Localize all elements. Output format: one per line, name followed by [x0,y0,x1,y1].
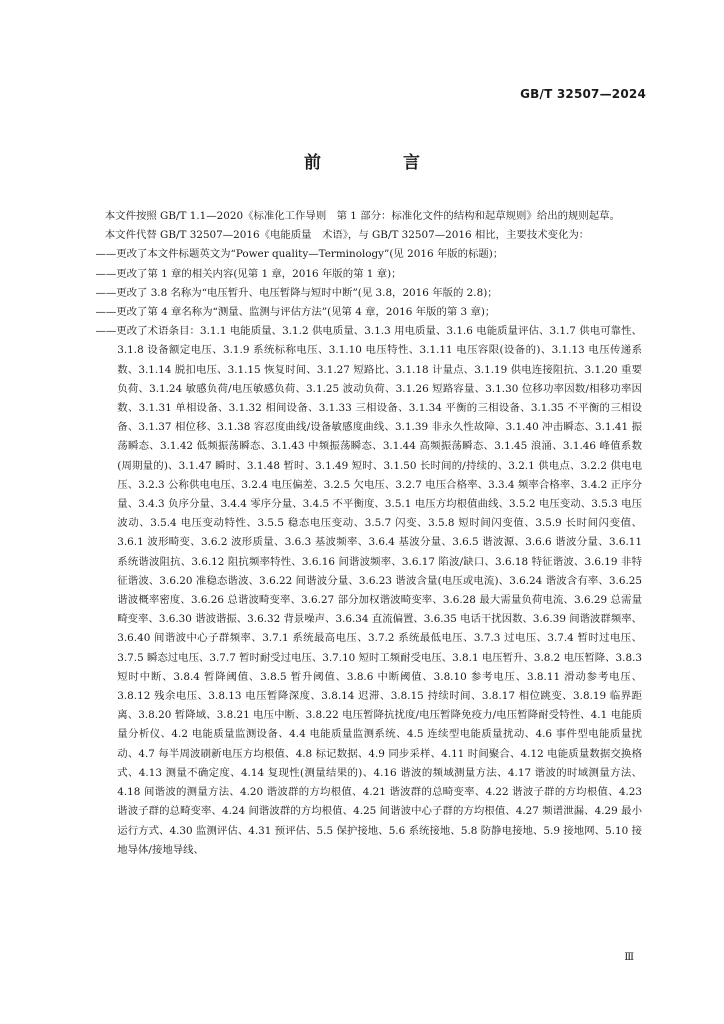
paragraph-replacement: 本文件代替 GB/T 32507—2016《电能质量 术语》，与 GB/T 32507—2016 相比，主要技术变化为： [104,229,590,242]
paragraph-drafting-rules: 本文件按照 GB/T 1.1—2020《标准化工作导则 第 1 部分：标准化文件的结构和起草规则》给出的规则起草。 [104,210,620,222]
foreword-body [84,207,642,860]
standard-number: GB/T 32507—2024 [520,87,646,101]
change-item: ——更改了本文件标题英文为“Power quality—Terminology”(见 2016 年版的标题)； [95,248,504,261]
change-item: ——更改了第 1 章的相关内容(见第 1 章，2016 年版的第 1 章)； [95,267,402,280]
change-item: ——更改了第 4 章名称为“测量、监测与评估方法”(见第 4 章，2016 年版的第 3 章)； [95,306,496,319]
change-item: ——更改了 3.8 名称为“电压暂升、电压暂降与短时中断”(见 3.8，2016 年版的 2.8)； [95,286,498,299]
page-title: 前 言 [304,153,458,173]
change-item-terms: ——更改了术语条目：3.1.1 电能质量、3.1.2 供电质量、3.1.3 用电质量、3.1.6 电能质量评估、3.1.7 供电可靠性、3.1.8 设备额定电压、3.1.9 系统标称电压、3.1.10 电压特性、3.1.11 电压容限(设备的)、3.1.13 电压传递系数、3.1.14 脱扣电压、3.1.15 恢复时间、3.1.27 短路比、3.1.18 计量点、3.1.19 供电连接阻抗、3.1.20 重要负荷、3.1.24 敏感负荷/电压敏感负荷、3.1.25 波动负荷、3.1.26 短路容量、3.1.30 位移功率因数/相移功率因数、3.1.31 单相设备、3.1.32 相间设备、3.1.33 三相设备、3.1.34 平衡的三相设备、3.1.35 不平衡的三相设备、3.1.37 相位移、3.1.38 容忍度曲线/设备敏感度曲线、3.1.39 非永久性故障、3.1.40 冲击瞬态、3.1.41 振荡瞬态、3.1.42 低频振荡瞬态、3.1.43 中频振荡瞬态、3.1.44 高频振荡瞬态、3.1.45 浪涌、3.1.46 峰值系数(周期量的)、3.1.47 瞬时、3.1.48 暂时、3.1.49 短时、3.1.50 长时间的/持续的、3.2.1 供电点、3.2.2 供电电压、3.2.3 公称供电电压、3.2.4 电压偏差、3.2.5 欠电压、3.2.7 电压合格率、3.3.4 频率合格率、3.4.2 正序分量、3.4.3 负序分量、3.4.4 零序分量、3.4.5 不平衡度、3.5.1 电压方均根值曲线、3.5.2 电压变动、3.5.3 电压波动、3.5.4 电压变动特性、3.5.5 稳态电压变动、3.5.7 闪变、3.5.8 短时间闪变值、3.5.9 长时间闪变值、3.6.1 波形畸变、3.6.2 波形质量、3.6.3 基波频率、3.6.4 基波分量、3.6.5 谐波源、3.6.6 谐波分量、3.6.11 系统谐波阻抗、3.6.12 阻抗频率特性、3.6.16 间谐波频率、3.6.17 陷波/缺口、3.6.18 特征谐波、3.6.19 非特征谐波、3.6.20 准稳态谐波、3.6.22 间谐波分量、3.6.23 谐波含量(电压或电流)、3.6.24 谐波含有率、3.6.25 谐波概率密度、3.6.26 总谐波畸变率、3.6.27 部分加权谐波畸变率、3.6.28 最大需量负荷电流、3.6.29 总需量畸变率、3.6.30 谐波谐振、3.6.32 背景噪声、3.6.34 直流偏置、3.6.35 电话干扰因数、3.6.39 间谐波群频率、3.6.40 间谐波中心子群频率、3.7.1 系统最高电压、3.7.2 系统最低电压、3.7.3 过电压、3.7.4 暂时过电压、3.7.5 瞬态过电压、3.7.7 暂时耐受过电压、3.7.10 短时工频耐受电压、3.8.1 电压暂升、3.8.2 电压暂降、3.8.3 短时中断、3.8.4 暂降阈值、3.8.5 暂升阈值、3.8.6 中断阈值、3.8.10 参考电压、3.8.11 滑动参考电压、3.8.12 残余电压、3.8.13 电压暂降深度、3.8.14 迟滞、3.8.15 持续时间、3.8.17 相位跳变、3.8.19 临界距离、3.8.20 暂降域、3.8.21 电压中断、3.8.22 电压暂降抗扰度/电压暂降免疫力/电压暂降耐受特性、4.1 电能质量分析仪、4.2 电能质量监测设备、4.4 电能质量监测系统、4.5 连续型电能质量扰动、4.6 事件型电能质量扰动、4.7 每半周波刷新电压方均根值、4.8 标记数据、4.9 同步采样、4.11 时间聚合、4.12 电能质量数据交换格式、4.13 测量不确定度、4.14 复现性(测量结果的)、4.16 谐波的频域测量方法、4.17 谐波的时域测量方法、4.18 间谐波的测量方法、4.20 谐波群的方均根值、4.21 谐波群的总畸变率、4.22 谐波子群的方均根值、4.23 谐波子群的总畸变率、4.24 间谐波群的方均根值、4.25 间谐波中心子群的方均根值、4.27 频谱泄漏、4.29 最小运行方式、4.30 监测评估、4.31 预评估、5.5 保护接地、5.6 系统接地、5.8 防静电接地、5.9 接地网、5.10 接地导体/接地导线、 [95,325,642,856]
page-number: Ⅲ [624,952,634,963]
